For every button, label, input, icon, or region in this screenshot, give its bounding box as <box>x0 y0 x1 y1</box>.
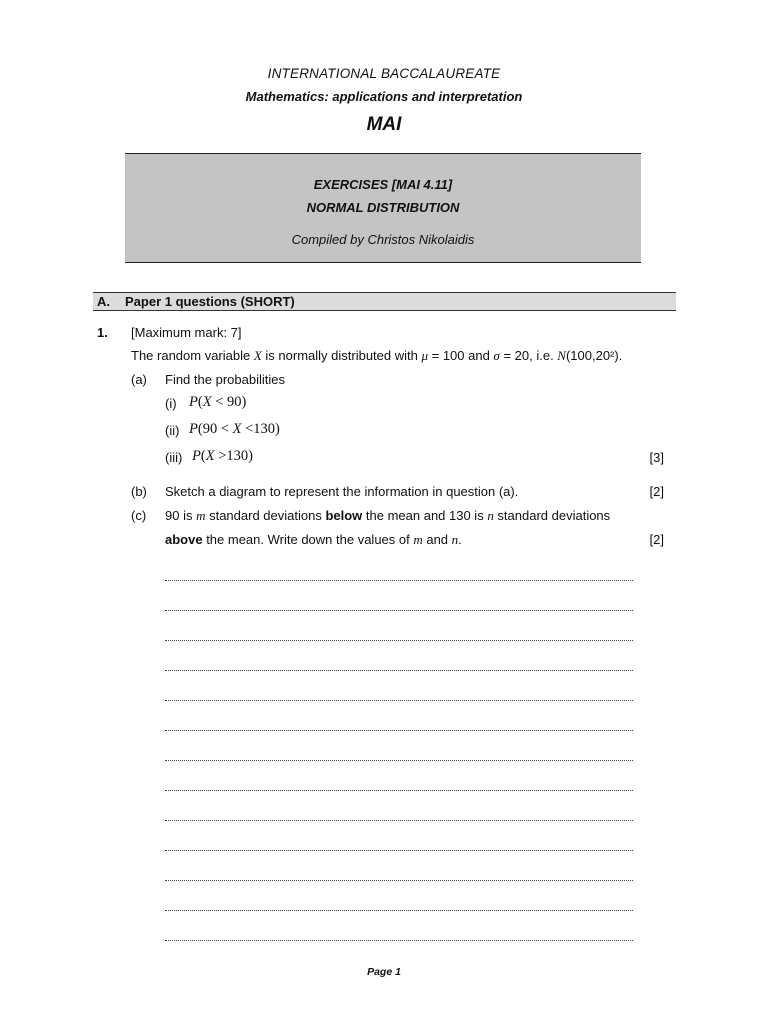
stem-mu-symbol: μ <box>421 348 428 363</box>
institution-heading: INTERNATIONAL BACCALAUREATE <box>267 66 501 81</box>
expr-text: >130) <box>214 448 253 464</box>
section-letter: A. <box>97 294 110 309</box>
part-a-marks: [3] <box>649 450 664 465</box>
variable-m: m <box>413 532 423 547</box>
part-b-text: Sketch a diagram to represent the information in question (a). <box>165 484 519 499</box>
exercise-title-box <box>125 153 641 263</box>
answer-line[interactable] <box>165 940 633 941</box>
answer-line[interactable] <box>165 640 633 641</box>
probability-symbol: P <box>192 448 201 464</box>
question-number: 1. <box>97 325 108 340</box>
part-c-marks: [2] <box>649 532 664 547</box>
section-heading <box>93 292 676 311</box>
answer-line[interactable] <box>165 670 633 671</box>
part-b-marks: [2] <box>649 484 664 499</box>
answer-line[interactable] <box>165 700 633 701</box>
part-c-text-line1 <box>165 508 610 524</box>
expr-variable: X <box>232 421 242 437</box>
part-a-ii-expression <box>189 421 280 438</box>
expr-text: ( <box>197 394 203 410</box>
variable-m: m <box>196 508 206 523</box>
expr-text: < 90) <box>211 394 247 410</box>
expr-variable: X <box>205 448 215 464</box>
expr-text: ( <box>200 448 206 464</box>
stem-text: = 100 and <box>428 348 494 363</box>
part-a-iii-expression <box>192 448 253 465</box>
part-a-iii-label: (iii) <box>165 450 183 465</box>
part-c-text: . <box>458 532 462 547</box>
stem-sigma-symbol: σ <box>493 348 500 363</box>
part-a-i-label: (i) <box>165 396 177 411</box>
answer-line[interactable] <box>165 730 633 731</box>
stem-normal-symbol: N <box>557 348 566 363</box>
expr-text: <130) <box>241 421 280 437</box>
emphasis-above: above <box>165 532 203 547</box>
page-number: Page 1 <box>367 966 401 978</box>
answer-line[interactable] <box>165 880 633 881</box>
part-a-label: (a) <box>131 372 147 387</box>
answer-line[interactable] <box>165 610 633 611</box>
answer-line[interactable] <box>165 790 633 791</box>
part-b-label: (b) <box>131 484 147 499</box>
answer-line[interactable] <box>165 760 633 761</box>
answer-line[interactable] <box>165 910 633 911</box>
probability-symbol: P <box>189 394 198 410</box>
stem-text: (100,20²). <box>565 348 623 363</box>
part-c-text: the mean. Write down the values of <box>202 532 414 547</box>
course-heading: Mathematics: applications and interpretation <box>245 89 523 104</box>
answer-line[interactable] <box>165 820 633 821</box>
stem-text: = 20, i.e. <box>499 348 558 363</box>
exercise-topic: NORMAL DISTRIBUTION <box>306 200 460 215</box>
part-a-text: Find the probabilities <box>165 372 285 387</box>
course-code: MAI <box>366 114 402 135</box>
question-max-mark: [Maximum mark: 7] <box>131 325 242 340</box>
part-c-text: the mean and 130 is <box>362 508 488 523</box>
part-c-label: (c) <box>131 508 147 523</box>
part-c-text: standard deviations <box>493 508 611 523</box>
expr-variable: X <box>202 394 212 410</box>
exercise-title: EXERCISES [MAI 4.11] <box>313 177 453 192</box>
part-c-text-line2 <box>165 532 462 548</box>
variable-n: n <box>487 508 494 523</box>
expr-text: (90 < <box>197 421 233 437</box>
part-c-text: 90 is <box>165 508 197 523</box>
section-title: Paper 1 questions (SHORT) <box>125 294 295 309</box>
stem-variable: X <box>253 348 262 363</box>
part-a-ii-label: (ii) <box>165 423 180 438</box>
part-c-text: standard deviations <box>205 508 326 523</box>
answer-line[interactable] <box>165 850 633 851</box>
part-a-i-expression <box>189 394 246 411</box>
part-c-text: and <box>422 532 452 547</box>
answer-line[interactable] <box>165 580 633 581</box>
question-stem <box>131 348 622 364</box>
emphasis-below: below <box>325 508 363 523</box>
probability-symbol: P <box>189 421 198 437</box>
stem-text: is normally distributed with <box>261 348 422 363</box>
stem-text: The random variable <box>131 348 254 363</box>
variable-n: n <box>451 532 459 547</box>
exercise-author: Compiled by Christos Nikolaidis <box>291 232 475 247</box>
